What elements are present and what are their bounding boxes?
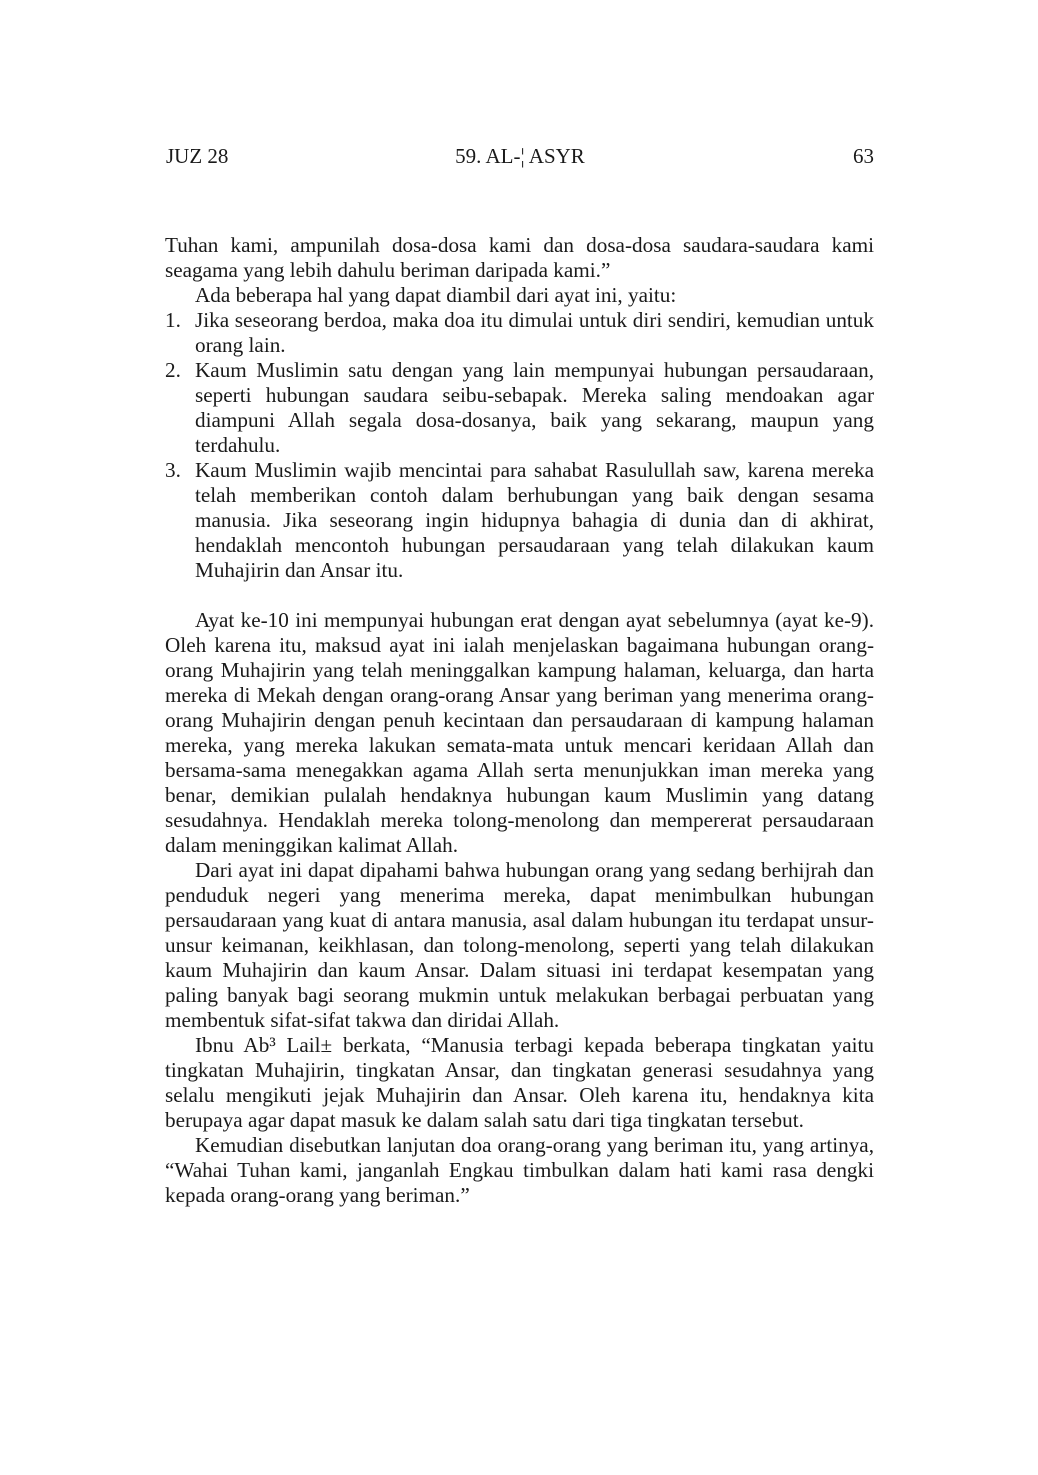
points-list	[165, 308, 874, 583]
list-item-number: 2.	[165, 358, 181, 382]
list-item-text: Kaum Muslimin wajib mencintai para sahabat Rasulullah saw, karena mereka telah memberikan contoh dalam berhubungan yang baik dengan sesama manusia. Jika seseorang ingin hidupnya bahagia di dunia dan di akhirat, hendaklah mencontoh hubungan persaudaraan yang telah dilakukan kaum Muhajirin dan Ansar itu.	[195, 458, 874, 582]
page-header	[166, 144, 874, 174]
page-number: 63	[853, 144, 874, 168]
list-item	[165, 358, 874, 458]
page-body	[165, 233, 874, 1208]
list-item	[165, 458, 874, 583]
paragraph: Kemudian disebutkan lanjutan doa orang-orang yang beriman itu, yang artinya, “Wahai Tuhan kami, janganlah Engkau timbulkan dalam hati kami rasa dengki kepada orang-orang yang beriman.”	[165, 1133, 874, 1207]
paragraph: Ayat ke-10 ini mempunyai hubungan erat dengan ayat sebelumnya (ayat ke-9). Oleh karena itu, maksud ayat ini ialah menjelaskan bagaimana hubungan orang-orang Muhajirin yang telah meninggalkan kampung halaman, keluarga, dan harta mereka di Mekah dengan orang-orang Ansar yang beriman yang menerima orang-orang Muhajirin dengan penuh kecintaan dan persaudaraan di kampung halaman mereka, yang mereka lakukan semata-mata untuk mencari keridaan Allah dan bersama-sama menegakkan agama Allah serta menunjukkan iman mereka yang benar, demikian pulalah hendaknya hubungan kaum Muslimin yang datang sesudahnya. Hendaklah mereka tolong-menolong dan mempererat persaudaraan dalam meninggikan kalimat Allah.	[165, 608, 874, 857]
list-item	[165, 308, 874, 358]
list-item-text: Jika seseorang berdoa, maka doa itu dimulai untuk diri sendiri, kemudian untuk orang lain.	[195, 308, 874, 357]
paragraph: Dari ayat ini dapat dipahami bahwa hubungan orang yang sedang berhijrah dan penduduk negeri yang menerima mereka, dapat menimbulkan hubungan persaudaraan yang kuat di antara manusia, asal dalam hubungan itu terdapat unsur-unsur keimanan, keikhlasan, dan tolong-menolong, seperti yang telah dilakukan kaum Muhajirin dan kaum Ansar. Dalam situasi ini terdapat kesempatan yang paling banyak bagi seorang mukmin untuk melakukan berbagai perbuatan yang membentuk sifat-sifat takwa dan diridai Allah.	[165, 858, 874, 1032]
paragraph: Ibnu Ab³ Lail± berkata, “Manusia terbagi kepada beberapa tingkatan yaitu tingkatan Muhajirin, tingkatan Ansar, dan tingkatan generasi sesudahnya yang selalu mengikuti jejak Muhajirin dan Ansar. Oleh karena itu, hendaknya kita berupaya agar dapat masuk ke dalam salah satu dari tiga tingkatan tersebut.	[165, 1033, 874, 1132]
paragraph: Ada beberapa hal yang dapat diambil dari ayat ini, yaitu:	[195, 283, 677, 307]
list-item-number: 1.	[165, 308, 181, 332]
list-item-number: 3.	[165, 458, 181, 482]
paragraph: Tuhan kami, ampunilah dosa-dosa kami dan dosa-dosa saudara-saudara kami seagama yang lebih dahulu beriman daripada kami.”	[165, 233, 874, 282]
surah-title: 59. AL-¦ ASYR	[455, 144, 585, 168]
list-item-text: Kaum Muslimin satu dengan yang lain mempunyai hubungan persaudaraan, seperti hubungan saudara seibu-sebapak. Mereka saling mendoakan agar diampuni Allah segala dosa-dosanya, baik yang sekarang, maupun yang terdahulu.	[195, 358, 874, 457]
juz-label: JUZ 28	[166, 144, 229, 168]
